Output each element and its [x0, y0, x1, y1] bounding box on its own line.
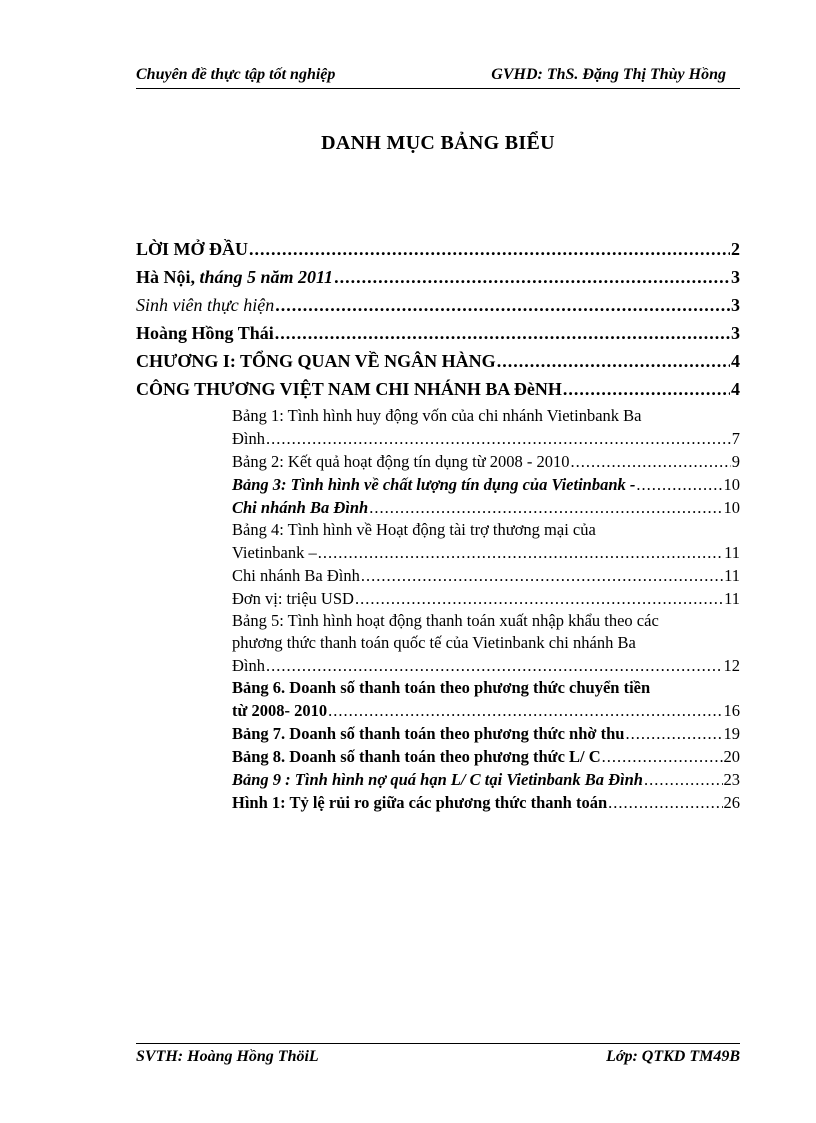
toc-entry-table-8[interactable]: Bảng 8. Doanh số thanh toán theo phương thức L/ C ..... 20 [232, 745, 740, 768]
toc-entry-table-6[interactable]: Bảng 6. Doanh số thanh toán theo phương thức chuyển tiền từ 2008- 2010 ..... 16 [232, 677, 740, 722]
footer-student: SVTH: Hoàng Hồng ThöiL [136, 1048, 319, 1065]
toc-entry-figure-1[interactable]: Hình 1: Tỷ lệ rủi ro giữa các phương thức thanh toán ..... 26 [232, 791, 740, 814]
toc-entry-chapter-1[interactable]: CHƯƠNG I: TỔNG QUAN VỀ NGÂN HÀNG ..... 4 [136, 350, 740, 373]
toc-page-number: 20 [723, 747, 740, 766]
toc-page-number: 10 [723, 498, 740, 517]
toc-entry-table-9[interactable]: Bảng 9 : Tình hình nợ quá hạn L/ C tại Vietinbank Ba Đình ..... 23 [232, 768, 740, 791]
toc-page-number: 3 [731, 267, 740, 287]
toc-page-number: 7 [731, 429, 740, 448]
toc-page-number: 16 [723, 701, 740, 720]
toc-entry-table-5[interactable]: Bảng 5: Tình hình hoạt động thanh toán xuất nhập khẩu theo các phương thức thanh toán quốc tế của Vietinbank chi nhánh Ba Đình ..... 12 [232, 610, 740, 677]
header-supervisor: GVHD: ThS. Đặng Thị Thùy Hồng [491, 66, 726, 83]
toc-page-number: 3 [731, 323, 740, 343]
toc-main [136, 238, 740, 401]
toc-entry-table-4[interactable]: Bảng 4: Tình hình về Hoạt động tài trợ thương mại của Vietinbank – ..... 11 Chi nhánh Ba Đình ..... 11 Đơn vị: triệu USD ..... 11 [232, 519, 740, 610]
toc-page-number: 19 [723, 724, 740, 743]
page-footer [136, 1043, 740, 1065]
toc-entry-student[interactable]: Sinh viên thực hiện ..... 3 [136, 294, 740, 317]
toc-page-number: 4 [731, 379, 740, 399]
toc-tables [232, 405, 740, 814]
toc-entry-table-3[interactable]: Bảng 3: Tình hình về chất lượng tín dụng của Vietinbank - ..... 10 Chi nhánh Ba Đình ..... 10 [232, 473, 740, 519]
toc-page-number: 12 [723, 656, 740, 675]
toc-page-number: 3 [731, 295, 740, 315]
toc-entry-table-2[interactable]: Bảng 2: Kết quả hoạt động tín dụng từ 2008 - 2010 ..... 9 [232, 450, 740, 473]
toc-page-number: 26 [723, 793, 740, 812]
toc-entry-chapter-1-cont[interactable]: CÔNG THƯƠNG VIỆT NAM CHI NHÁNH BA ĐèNH ..... 4 [136, 378, 740, 401]
header-document-type: Chuyên đề thực tập tốt nghiệp [136, 66, 336, 83]
toc-entry-table-1[interactable]: Bảng 1: Tình hình huy động vốn của chi nhánh Vietinbank Ba Đình ..... 7 [232, 405, 740, 450]
toc-entry-author[interactable]: Hoàng Hồng Thái ..... 3 [136, 322, 740, 345]
toc-entry-table-7[interactable]: Bảng 7. Doanh số thanh toán theo phương thức nhờ thu ..... 19 [232, 722, 740, 745]
footer-class: Lớp: QTKD TM49B [606, 1048, 740, 1065]
toc-page-number: 9 [731, 452, 740, 471]
toc-entry-place-date[interactable]: Hà Nội, tháng 5 năm 2011 ..... 3 [136, 266, 740, 289]
toc-entry-introduction[interactable]: LỜI MỞ ĐẦU ..... 2 [136, 238, 740, 261]
toc-page-number: 11 [724, 589, 740, 608]
toc-page-number: 4 [731, 351, 740, 371]
page-title: DANH MỤC BẢNG BIỂU [321, 132, 555, 154]
toc-page-number: 11 [724, 543, 740, 562]
toc-page-number: 10 [723, 475, 740, 494]
toc-page-number: 2 [731, 239, 740, 259]
page-header [136, 64, 740, 89]
toc-page-number: 11 [724, 566, 740, 585]
toc-page-number: 23 [723, 770, 740, 789]
